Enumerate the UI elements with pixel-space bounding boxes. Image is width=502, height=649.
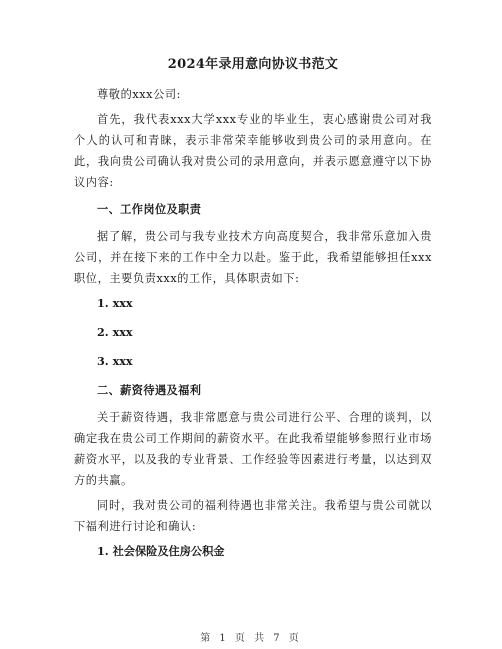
duty-item-3: 3. xxx — [97, 354, 133, 368]
section-heading-salary: 二、薪资待遇及福利 — [97, 383, 202, 397]
page-footer: 第 1 页 共 7 页 — [200, 633, 302, 644]
duty-item-1: 1. xxx — [97, 296, 133, 310]
benefit-subheading: 1. 社会保险及住房公积金 — [97, 544, 225, 558]
document-body — [74, 56, 432, 570]
job-paragraph: 据了解，贵公司与我专业技术方向高度契合，我非常乐意加入贵公司，并在接下来的工作中全力以赴。鉴于此，我希望能够担任xxx职位，主要负责xxx的工作，具体职责如下: — [74, 230, 432, 285]
intro-paragraph: 首先，我代表xxx大学xxx专业的毕业生，衷心感谢贵公司对我个人的认可和青睐，表示非常荣幸能够收到贵公司的录用意向。在此，我向贵公司确认我对贵公司的录用意向，并表示愿意遵守以下协议内容: — [74, 113, 432, 189]
document-title: 2024年录用意向协议书范文 — [167, 57, 339, 72]
benefits-paragraph: 同时，我对贵公司的福利待遇也非常关注。我希望与贵公司就以下福利进行讨论和确认: — [74, 499, 432, 533]
salutation: 尊敬的xxx公司: — [97, 88, 182, 101]
duty-item-2: 2. xxx — [97, 325, 133, 339]
section-heading-job: 一、工作岗位及职责 — [97, 202, 202, 216]
salary-paragraph: 关于薪资待遇，我非常愿意与贵公司进行公平、合理的谈判，以确定我在贵公司工作期间的薪资水平。在此我希望能够参照行业市场薪资水平，以及我的专业背景、工作经验等因素进行考量，以达到双方的共赢。 — [74, 411, 432, 487]
